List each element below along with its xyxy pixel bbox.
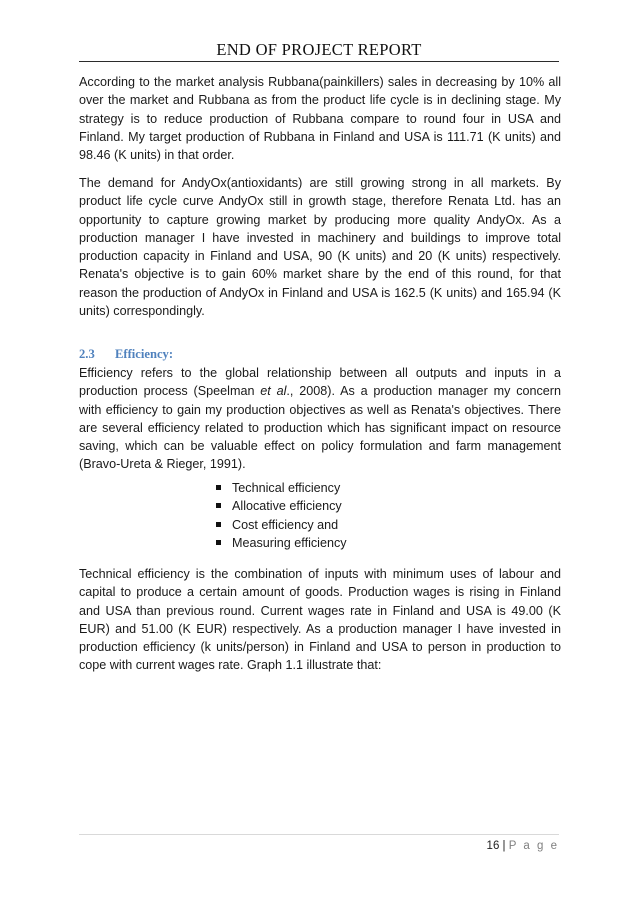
- bullet-square-icon: [216, 503, 221, 508]
- footer-divider: [79, 834, 559, 835]
- list-item-label: Allocative efficiency: [232, 499, 342, 514]
- footer-separator: |: [502, 840, 506, 852]
- header-divider: [79, 61, 559, 62]
- list-item: [216, 479, 347, 497]
- paragraph-rubbana: According to the market analysis Rubbana(painkillers) sales in decreasing by 10% all over the market and Rubbana as from the product life cycle is in declining stage. My strategy is to reduce production of Rubbana compare to round four in USA and Finland. My target production of Rubbana in Finland and USA is 111.71 (K units) and 98.46 (K units) in that order.: [79, 75, 561, 163]
- list-item: [216, 534, 347, 552]
- list-item-label: Cost efficiency and: [232, 517, 339, 532]
- section-title: Efficiency:: [115, 347, 174, 361]
- efficiency-types-list: [216, 479, 347, 552]
- paragraph-andyox: The demand for AndyOx(antioxidants) are still growing strong in all markets. By product life cycle curve AndyOx still in growth stage, therefore Renata Ltd. has an opportunity to capture growing market by producing more quality AndyOx. As a production manager I have invested in machinery and buildings to improve total production capacity in Finland and USA, 90 (K units) and 20 (K units) respectively. Renata's objective is to gain 60% market share by the end of this round, for that reason the production of AndyOx in Finland and USA is 162.5 (K units) and 165.94 (K units) correspondingly.: [79, 176, 561, 319]
- section-heading: [79, 347, 173, 362]
- paragraph-efficiency: [79, 364, 561, 474]
- list-item-label: Measuring efficiency: [232, 535, 347, 550]
- page-number: 16: [486, 840, 500, 852]
- section-number: 2.3: [79, 347, 95, 361]
- bullet-square-icon: [216, 540, 221, 545]
- bullet-square-icon: [216, 522, 221, 527]
- efficiency-text-italic: et al: [260, 384, 287, 399]
- list-item-label: Technical efficiency: [232, 481, 341, 495]
- list-item: [216, 516, 347, 534]
- efficiency-text-start: Efficiency refers to the global relationship between all outputs and inputs in a production process (Speelman: [79, 366, 561, 399]
- page-footer: [487, 840, 559, 852]
- page-header-title: END OF PROJECT REPORT: [216, 40, 422, 59]
- bullet-square-icon: [216, 485, 221, 490]
- efficiency-text-end: ., 2008). As a production manager my concern with efficiency to gain my production objectives as well as Renata's objectives. There are several efficiency related to production which has significant impact on resource saving, which can be valuable effect on policy formulation and farm management (Bravo-Ureta & Rieger, 1991).: [79, 384, 561, 472]
- paragraph-technical-efficiency: Technical efficiency is the combination of inputs with minimum uses of labour and capital to produce a certain amount of goods. Production wages is rising in Finland and USA than previous round. Current wages rate in Finland and USA is 49.00 (K EUR) and 51.00 (K EUR) respectively. As a production manager I have invested in production efficiency (k units/person) in Finland and USA to person in production to cope with current wages rate. Graph 1.1 illustrate that:: [79, 567, 561, 673]
- list-item: [216, 497, 347, 515]
- page-word: P a g e: [508, 840, 559, 852]
